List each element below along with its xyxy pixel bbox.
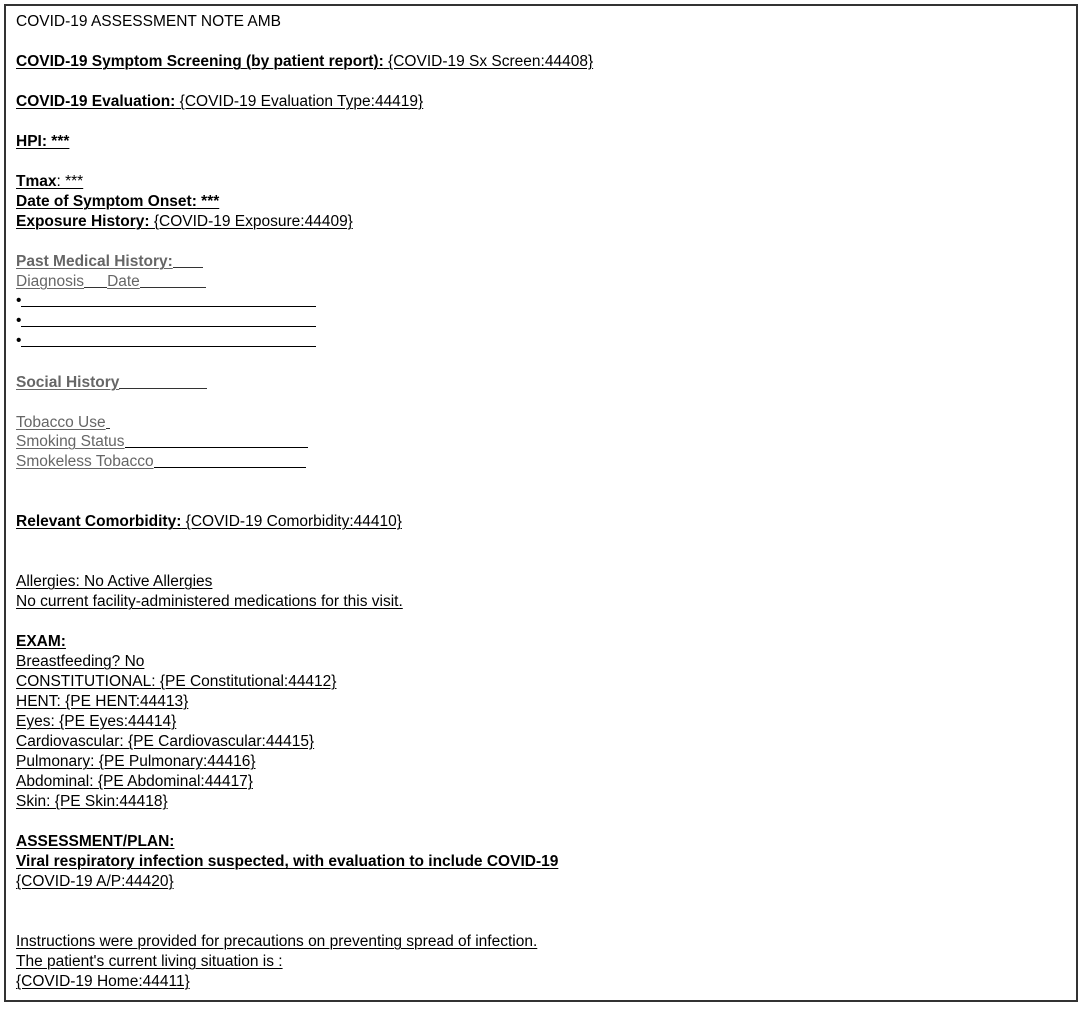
hpi-label: HPI:: [16, 133, 47, 150]
pmh-bullet-row: [16, 311, 316, 330]
tmax-line: [16, 172, 83, 191]
social-history-line: [16, 373, 207, 392]
symptom-onset-label: Date of Symptom Onset:: [16, 193, 197, 210]
symptom-screening-line: [16, 52, 593, 71]
pmh-bullet: •: [16, 312, 22, 329]
pmh-bullet: •: [16, 292, 22, 309]
pmh-col-date: Date: [107, 273, 140, 290]
exam-item: CONSTITUTIONAL: {PE Constitutional:44412}: [16, 673, 337, 690]
pmh-blank-1: [84, 272, 107, 288]
smokeless-tobacco-blank: [154, 452, 306, 468]
past-medical-history-label: Past Medical History:: [16, 253, 173, 270]
evaluation-value: {COVID-19 Evaluation Type:44419}: [175, 93, 424, 110]
tmax-value: : ***: [56, 173, 84, 190]
tmax-label: Tmax: [16, 173, 57, 190]
exam-item: Abdominal: {PE Abdominal:44417}: [16, 773, 253, 790]
exam-item: Eyes: {PE Eyes:44414}: [16, 713, 177, 730]
tobacco-use-blank: [106, 413, 110, 429]
exam-item: Pulmonary: {PE Pulmonary:44416}: [16, 753, 256, 770]
exposure-line: [16, 212, 353, 231]
pmh-bullet-row: [16, 331, 316, 350]
exam-label: EXAM:: [16, 633, 66, 650]
evaluation-line: [16, 92, 423, 111]
pmh-bullet-line: [21, 311, 316, 327]
assessment-plan-statement: Viral respiratory infection suspected, with evaluation to include COVID-19: [16, 853, 559, 870]
smoking-status-label: Smoking Status: [16, 433, 125, 450]
hpi-line: [16, 132, 69, 151]
social-history-label: Social History: [16, 374, 120, 391]
exam-item: Cardiovascular: {PE Cardiovascular:44415}: [16, 733, 315, 750]
symptom-screening-value: {COVID-19 Sx Screen:44408}: [383, 53, 594, 70]
smoking-status-line: [16, 432, 308, 451]
past-medical-history-blank: [173, 252, 203, 268]
assessment-plan-value: {COVID-19 A/P:44420}: [16, 873, 174, 890]
pmh-bullet-line: [21, 291, 316, 307]
tobacco-use-label: Tobacco Use: [16, 414, 106, 431]
allergies-line: Allergies: No Active Allergies: [16, 573, 213, 590]
home-line: {COVID-19 Home:44411}: [16, 973, 190, 990]
hpi-value: ***: [47, 133, 70, 150]
assessment-plan-label: ASSESSMENT/PLAN:: [16, 833, 175, 850]
comorbidity-label: Relevant Comorbidity:: [16, 513, 182, 530]
pmh-bullet-line: [21, 331, 316, 347]
exposure-label: Exposure History:: [16, 213, 150, 230]
social-history-blank: [119, 373, 207, 389]
past-medical-history-line: [16, 252, 203, 271]
tobacco-use-line: [16, 413, 110, 432]
symptom-onset-line: [16, 192, 219, 211]
pmh-bullet: •: [16, 332, 22, 349]
note-title: COVID-19 ASSESSMENT NOTE AMB: [16, 13, 282, 30]
pmh-columns-line: [16, 272, 206, 291]
smoking-status-blank: [125, 432, 308, 448]
pmh-bullet-row: [16, 291, 316, 310]
comorbidity-value: {COVID-19 Comorbidity:44410}: [181, 513, 402, 530]
comorbidity-line: [16, 512, 402, 531]
instructions-line: Instructions were provided for precautions on preventing spread of infection.: [16, 933, 538, 950]
medications-line: No current facility-administered medications for this visit.: [16, 593, 403, 610]
smokeless-tobacco-line: [16, 452, 306, 471]
pmh-col-diagnosis: Diagnosis: [16, 273, 85, 290]
exam-item: Skin: {PE Skin:44418}: [16, 793, 168, 810]
symptom-screening-label: COVID-19 Symptom Screening (by patient report):: [16, 53, 384, 70]
exposure-value: {COVID-19 Exposure:44409}: [149, 213, 353, 230]
smokeless-tobacco-label: Smokeless Tobacco: [16, 453, 154, 470]
exam-item: HENT: {PE HENT:44413}: [16, 693, 189, 710]
pmh-blank-2: [140, 272, 206, 288]
evaluation-label: COVID-19 Evaluation:: [16, 93, 176, 110]
living-situation-line: The patient's current living situation is :: [16, 953, 283, 970]
symptom-onset-value: ***: [196, 193, 220, 210]
exam-item: Breastfeeding? No: [16, 653, 145, 670]
